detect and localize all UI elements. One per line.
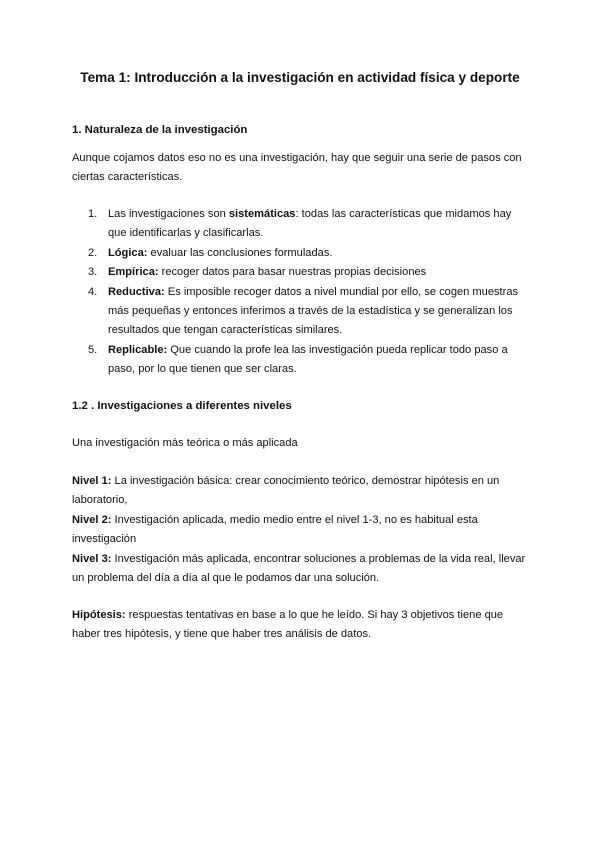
item-term: sistemáticas (228, 208, 296, 220)
item-term: Lógica: (108, 246, 148, 259)
section2-heading: 1.2 . Investigaciones a diferentes niveles (72, 400, 292, 412)
list-item (72, 244, 532, 263)
list-item (72, 205, 532, 244)
hypothesis-term: Hipótesis: (72, 609, 126, 621)
level-text: La investigación básica: crear conocimiento teórico, demostrar hipótesis en un laboratorio, (72, 475, 500, 507)
level-text: Investigación más aplicada, encontrar soluciones a problemas de la vida real, llevar un problema del día a día al que le podamos dar una solución. (72, 552, 526, 585)
level-paragraph (72, 472, 532, 511)
list-number: 2. (88, 246, 98, 259)
item-text: recoger datos para basar nuestras propias decisiones (158, 266, 427, 279)
list-item (72, 263, 532, 282)
item-text: Es imposible recoger datos a nivel mundial por ello, se cogen muestras más pequeñas y entonces inferimos a través de la estadística y se generalizan los resultados que tengan características similares. (108, 285, 519, 337)
section1-heading: 1. Naturaleza de la investigación (72, 124, 248, 136)
section2-intro: Una investigación más teórica o más aplicada (72, 437, 298, 449)
levels-block (72, 472, 532, 588)
section1-intro: Aunque cojamos datos eso no es una investigación, hay que seguir una serie de pasos con ciertas características. (72, 152, 522, 184)
item-term: Reductiva: (108, 285, 165, 298)
item-text: evaluar las conclusiones formuladas. (147, 246, 333, 259)
list-number: 3. (88, 266, 98, 279)
item-text: Que cuando la profe lea las investigación pueda replicar todo paso a paso, por lo que tienen que ser claras. (108, 343, 508, 376)
list-number: 5. (88, 343, 98, 356)
list-number: 1. (88, 208, 98, 220)
list-number: 4. (88, 285, 98, 298)
hypothesis-text: respuestas tentativas en base a lo que he leído. Si hay 3 objetivos tiene que haber tres hipótesis, y tiene que haber tres análisis de datos. (72, 609, 504, 641)
list-item (72, 283, 532, 341)
page-title: Tema 1: Introducción a la investigación en actividad física y deporte (80, 70, 520, 85)
item-term: Empírica: (108, 266, 159, 279)
item-text: : todas las características que midamos hay que identificarlas y clasificarlas. (108, 208, 512, 240)
level-text: Investigación aplicada, medio medio entre el nivel 1-3, no es habitual esta investigación (72, 513, 478, 546)
characteristics-list (72, 205, 532, 380)
list-item (72, 341, 532, 380)
level-paragraph (72, 511, 532, 550)
level-paragraph (72, 550, 532, 589)
level-term: Nivel 2: (72, 513, 112, 526)
item-term: Replicable: (108, 343, 168, 356)
level-term: Nivel 1: (72, 475, 112, 487)
item-prefix: Las investigaciones son (108, 208, 229, 220)
hypothesis-paragraph (72, 606, 532, 645)
level-term: Nivel 3: (72, 552, 112, 565)
